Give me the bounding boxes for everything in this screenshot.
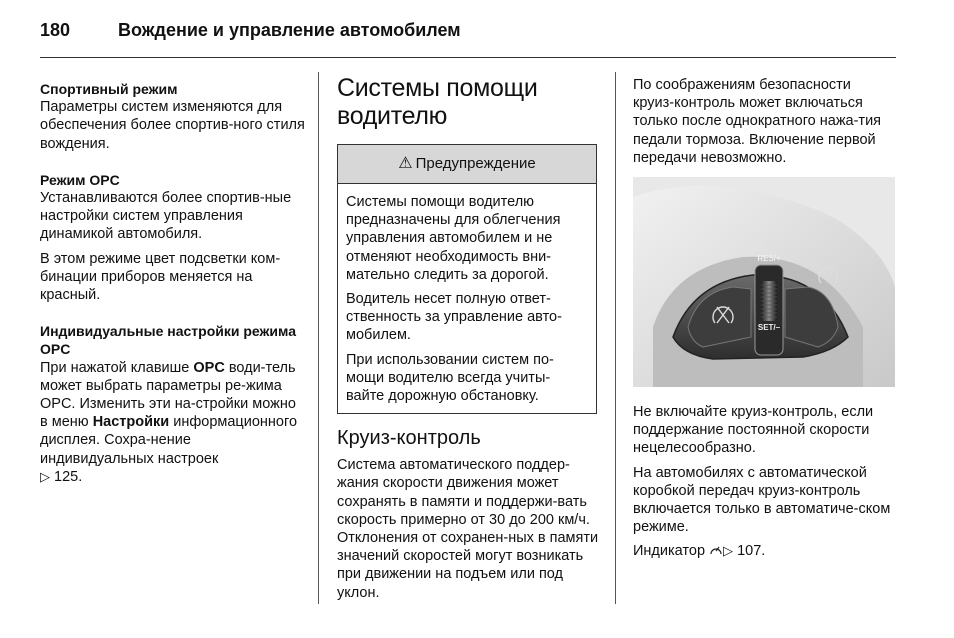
- column-right: [633, 76, 895, 567]
- warning-body: [338, 184, 596, 413]
- warning-paragraph-3: При использовании систем по-мощи водителю всегда учиты-вайте дорожную обстановку.: [346, 351, 554, 405]
- sport-mode-heading: Спортивный режим: [40, 81, 178, 97]
- steering-wheel-controls-image: [633, 177, 895, 387]
- opc-key: OPC: [193, 359, 225, 376]
- automatic-transmission-note: На автомобилях с автоматической коробкой передач круиз-контроль включается только в автоматиче-ском режиме.: [633, 464, 891, 536]
- warning-note: Не включайте круиз-контроль, если поддержание постоянной скорости нецелесообразно.: [633, 404, 874, 457]
- column-divider-2: [615, 72, 616, 604]
- page-ref-arrow-icon: ▷: [40, 468, 50, 484]
- warning-header: [338, 145, 596, 184]
- individual-settings-text: При нажатой клавише OPC води-тель может выбрать параметры ре-жима OPC. Изменить эти на-стройки можно в меню Настройки информационного дисплея. Сохра-нение индивидуальных настроек ▷ 125.: [40, 359, 298, 485]
- cruise-control-text: Система автоматического поддер-жания скорости движения может сохранять в памяти и поддержи-вать скорость примерно от 30 до 200 км/ч. Отклонения от сохранен-ных в памяти значений скоростей могут возникать при движении на подъем или под уклон.: [337, 457, 599, 601]
- warning-paragraph-1: Системы помощи водителю предназначены для облегчения управления автомобилем и не отменяют необходимость вни-мательно следить за дорогой.: [346, 194, 561, 283]
- opc-mode-text-1: Устанавливаются более спортив-ные настройки систем управления динамикой автомобиля.: [40, 190, 292, 243]
- cruise-control-heading: Круиз-контроль: [337, 427, 481, 450]
- warning-paragraph-2: Водитель несет полную ответ-ственность за управление авто-мобилем.: [346, 291, 562, 344]
- indicator-reference: Индикатор ▷ 107.: [633, 543, 766, 560]
- chapter-title: Вождение и управление автомобилем: [118, 20, 461, 40]
- column-left: [40, 80, 306, 492]
- settings-menu: Настройки: [92, 414, 170, 431]
- opc-mode-text-2: В этом режиме цвет подсветки ком-бинации приборов меняется на красный.: [40, 250, 281, 304]
- column-divider-1: [318, 72, 319, 604]
- section-title: Системы помощи водителю: [337, 74, 538, 130]
- individual-settings-heading: Индивидуальные настройки режима OPC: [40, 323, 296, 358]
- set-label: SET/–: [757, 323, 781, 333]
- header-rule: [40, 57, 896, 58]
- warning-title: Предупреждение: [415, 154, 536, 172]
- warning-triangle-icon: ⚠: [398, 154, 413, 172]
- opc-mode-heading: Режим OPC: [40, 171, 120, 188]
- column-middle: [337, 74, 599, 608]
- cruise-control-indicator-icon: [709, 544, 723, 556]
- res-label: RES/+: [757, 254, 781, 264]
- page-number: 180: [40, 20, 71, 40]
- page-ref: 125.: [50, 468, 83, 485]
- safety-paragraph: По соображениям безопасности круиз-контроль может включаться только после однократного нажа-тия педали тормоза. Включение первой передачи невозможно.: [633, 77, 882, 166]
- sport-mode-text: Параметры систем изменяются для обеспечения более спортив-ного стиля вождения.: [40, 99, 305, 152]
- warning-box: [337, 144, 597, 414]
- page-ref-arrow-icon: ▷: [723, 543, 734, 559]
